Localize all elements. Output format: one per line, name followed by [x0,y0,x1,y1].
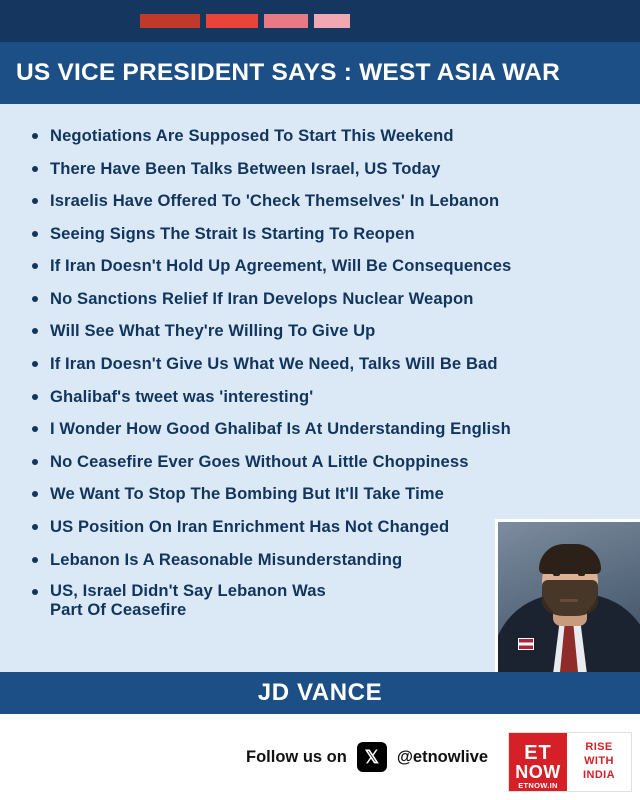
et-now-logo [508,732,632,792]
list-item: We Want To Stop The Bombing But It'll Take Time [30,484,626,504]
headline-band [0,42,640,104]
decorative-stripes [140,14,350,28]
portrait-beard [542,580,598,616]
list-item: Ghalibaf's tweet was 'interesting' [30,387,626,407]
et-now-wordmark [509,733,567,791]
portrait-mouth [560,599,578,602]
footer [0,714,640,800]
list-item: Seeing Signs The Strait Is Starting To Reopen [30,224,626,244]
stripe-pink-light [314,14,350,28]
list-item: Lebanon Is A Reasonable Misunderstanding [30,550,626,570]
logo-url: ETNOW.IN [518,780,558,790]
flag-pin-icon [518,638,534,650]
speaker-name-band [0,672,640,714]
tagline-line2: WITH [584,755,614,768]
top-bar [0,0,640,42]
logo-now-text: NOW [515,762,561,782]
speaker-name: JD VANCE [257,679,383,706]
list-item: Negotiations Are Supposed To Start This Weekend [30,126,626,146]
tagline-line3: INDIA [583,768,615,781]
follow-us-group [246,742,488,772]
follow-label: Follow us on [246,747,347,766]
list-item: Israelis Have Offered To 'Check Themselves' In Lebanon [30,191,626,211]
x-twitter-icon[interactable]: 𝕏 [357,742,387,772]
list-item: I Wonder How Good Ghalibaf Is At Understanding English [30,419,626,439]
logo-et-text: ET [524,742,552,764]
page-title: US VICE PRESIDENT SAYS : WEST ASIA WAR [16,59,560,86]
list-item-line1: US, Israel Didn't Say Lebanon Was [50,581,326,601]
social-handle[interactable]: @etnowlive [396,747,489,766]
stripe-pink [264,14,308,28]
logo-tagline [567,733,631,791]
list-item: No Sanctions Relief If Iran Develops Nuclear Weapon [30,289,626,309]
list-item: If Iran Doesn't Give Us What We Need, Talks Will Be Bad [30,354,626,374]
stripe-red [140,14,200,28]
list-item: Will See What They're Willing To Give Up [30,321,626,341]
list-item: No Ceasefire Ever Goes Without A Little Choppiness [30,452,626,472]
tagline-line1: RISE [585,741,613,754]
list-item: There Have Been Talks Between Israel, US Today [30,159,626,179]
list-item-line2: Part Of Ceasefire [50,600,187,619]
speaker-portrait [495,519,640,672]
list-item: US Position On Iran Enrichment Has Not Changed [30,517,626,537]
stripe-red-light [206,14,258,28]
list-item: If Iran Doesn't Hold Up Agreement, Will Be Consequences [30,256,626,276]
